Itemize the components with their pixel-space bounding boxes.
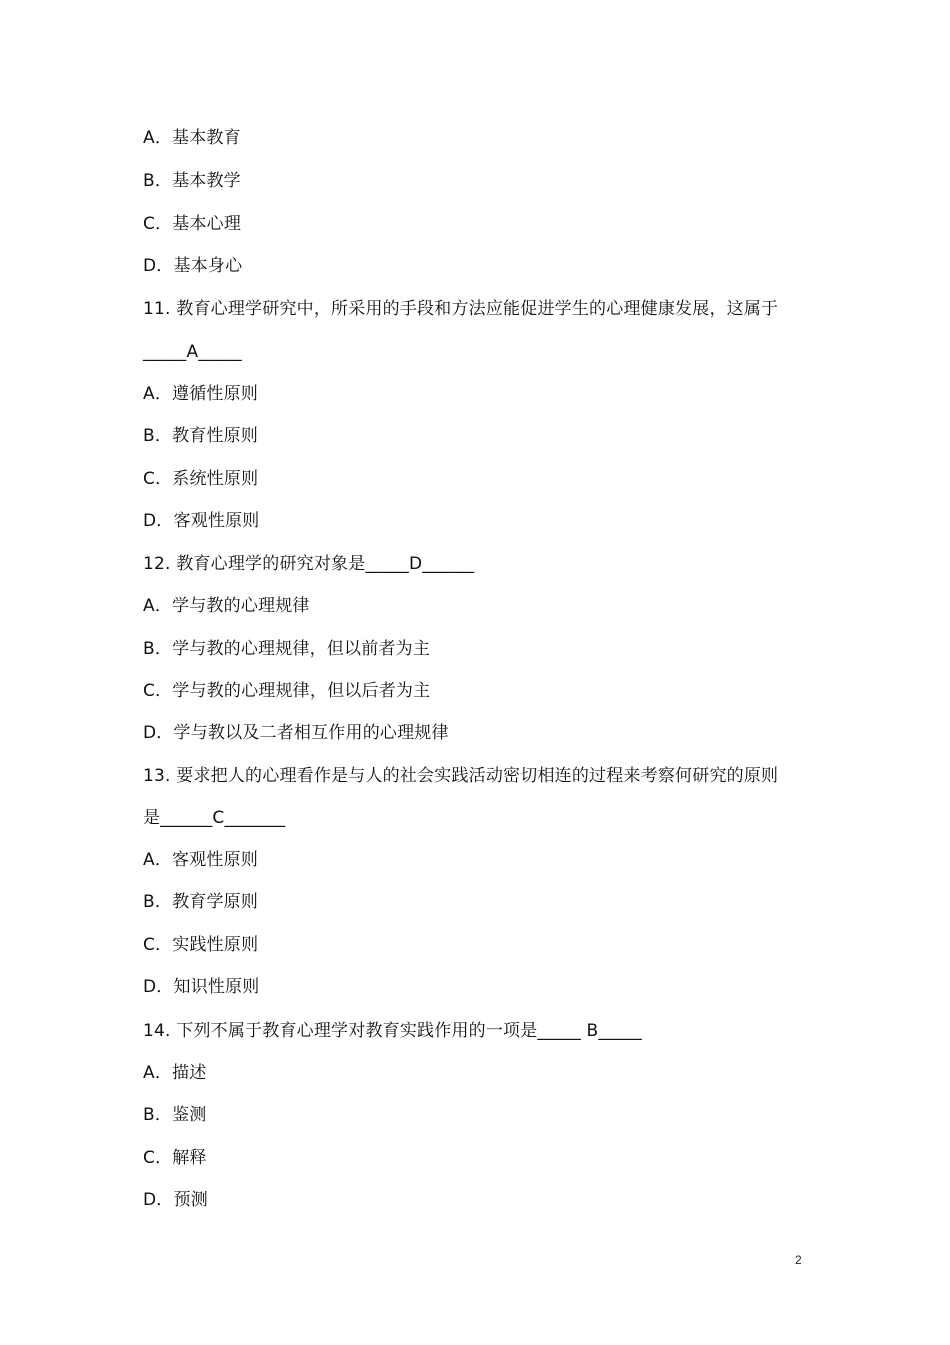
option-14c: C．解释 (143, 1148, 207, 1168)
answer-11: _____A_____ (143, 342, 242, 362)
question-12: 12. 教育心理学的研究对象是_____D______ (143, 554, 475, 574)
question-11: 11. 教育心理学研究中，所采用的手段和方法应能促进学生的心理健康发展，这属于 (143, 299, 779, 319)
question-13: 13. 要求把人的心理看作是与人的社会实践活动密切相连的过程来考察何研究的原则 (143, 766, 779, 786)
option-14a: A．描述 (143, 1063, 207, 1083)
page-number: 2 (795, 1253, 802, 1267)
option-13d: D．知识性原则 (143, 977, 260, 997)
option-12b: B．学与教的心理规律，但以前者为主 (143, 639, 431, 659)
option-13a: A．客观性原则 (143, 850, 259, 870)
question-14: 14. 下列不属于教育心理学对教育实践作用的一项是_____ B_____ (143, 1021, 642, 1041)
option-11a: A．遵循性原则 (143, 384, 259, 404)
option-14d: D．预测 (143, 1190, 208, 1210)
option-12a: A．学与教的心理规律 (143, 596, 310, 616)
option-10b: B．基本教学 (143, 171, 241, 191)
option-10a: A．基本教育 (143, 128, 241, 148)
option-10c: C．基本心理 (143, 214, 242, 234)
answer-13: 是______C_______ (143, 808, 286, 828)
option-14b: B．鉴测 (143, 1105, 207, 1125)
option-11c: C．系统性原则 (143, 469, 259, 489)
option-12c: C．学与教的心理规律，但以后者为主 (143, 681, 431, 701)
option-11b: B．教育性原则 (143, 426, 259, 446)
option-13b: B．教育学原则 (143, 892, 259, 912)
option-11d: D．客观性原则 (143, 511, 260, 531)
option-12d: D．学与教以及二者相互作用的心理规律 (143, 723, 449, 743)
option-10d: D．基本身心 (143, 256, 243, 276)
option-13c: C．实践性原则 (143, 935, 259, 955)
